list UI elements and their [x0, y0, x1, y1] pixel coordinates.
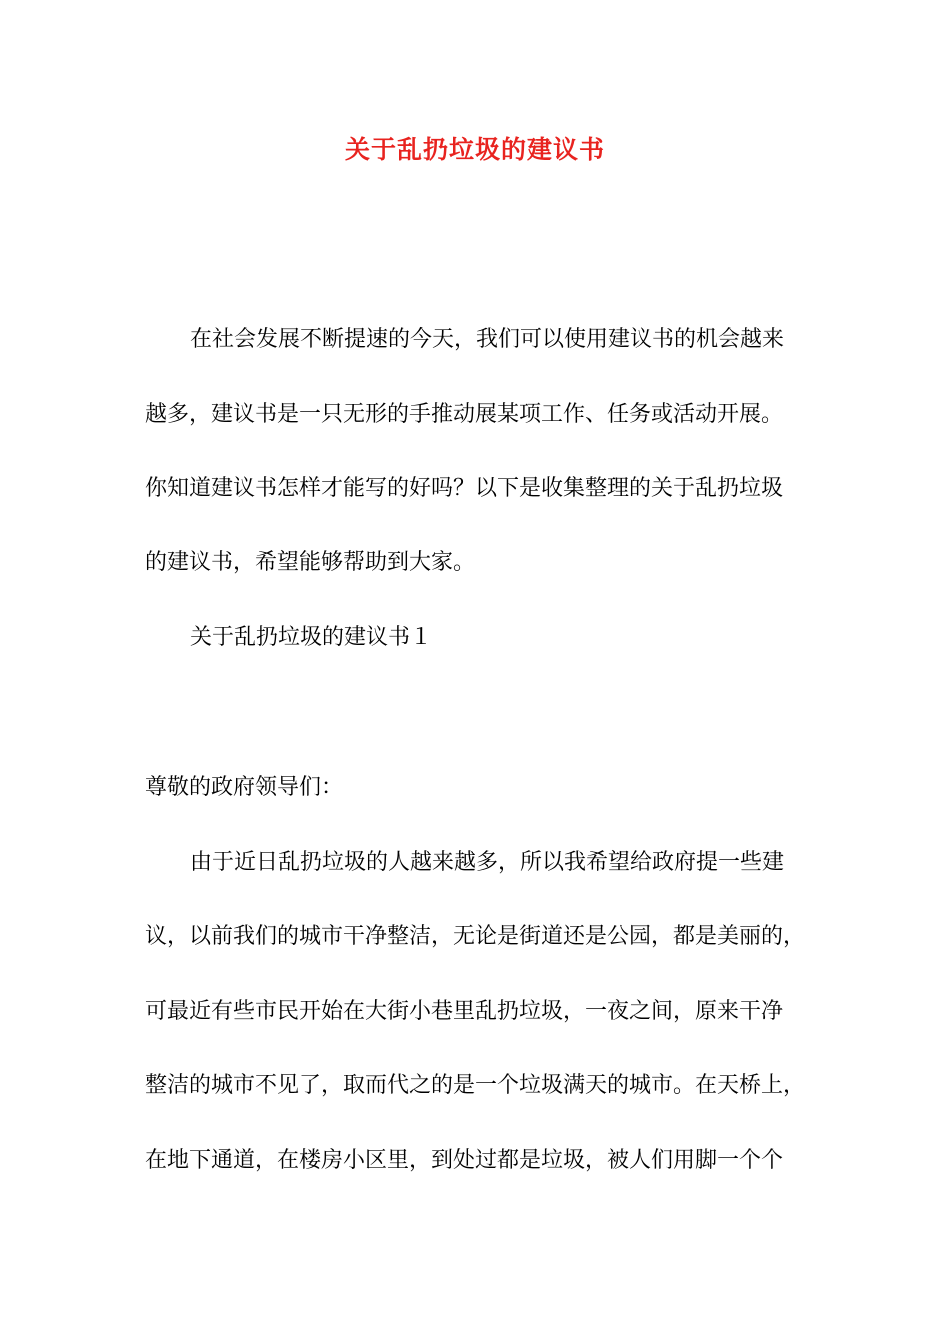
body-line-3: 可最近有些市民开始在大街小巷里乱扔垃圾，一夜之间，原来干净: [145, 999, 784, 1024]
section-heading: 关于乱扔垃圾的建议书１: [190, 625, 433, 650]
body-line-5: 在地下通道，在楼房小区里，到处过都是垃圾，被人们用脚一个个: [145, 1148, 784, 1173]
intro-line-1: 在社会发展不断提速的今天，我们可以使用建议书的机会越来: [190, 327, 785, 352]
body-line-4: 整洁的城市不见了，取而代之的是一个垃圾满天的城市。在天桥上，: [145, 1073, 806, 1098]
salutation: 尊敬的政府领导们：: [145, 775, 344, 800]
document-title: 关于乱扔垃圾的建议书: [344, 135, 605, 164]
body-line-1: 由于近日乱扔垃圾的人越来越多，所以我希望给政府提一些建: [190, 850, 785, 875]
intro-line-4: 的建议书，希望能够帮助到大家。: [145, 550, 476, 575]
intro-line-3: 你知道建议书怎样才能写的好吗？以下是收集整理的关于乱扔垃圾: [145, 476, 784, 501]
body-line-2: 议，以前我们的城市干净整洁，无论是街道还是公园，都是美丽的，: [145, 924, 806, 949]
intro-line-2: 越多，建议书是一只无形的手推动展某项工作、任务或活动开展。: [145, 402, 784, 427]
